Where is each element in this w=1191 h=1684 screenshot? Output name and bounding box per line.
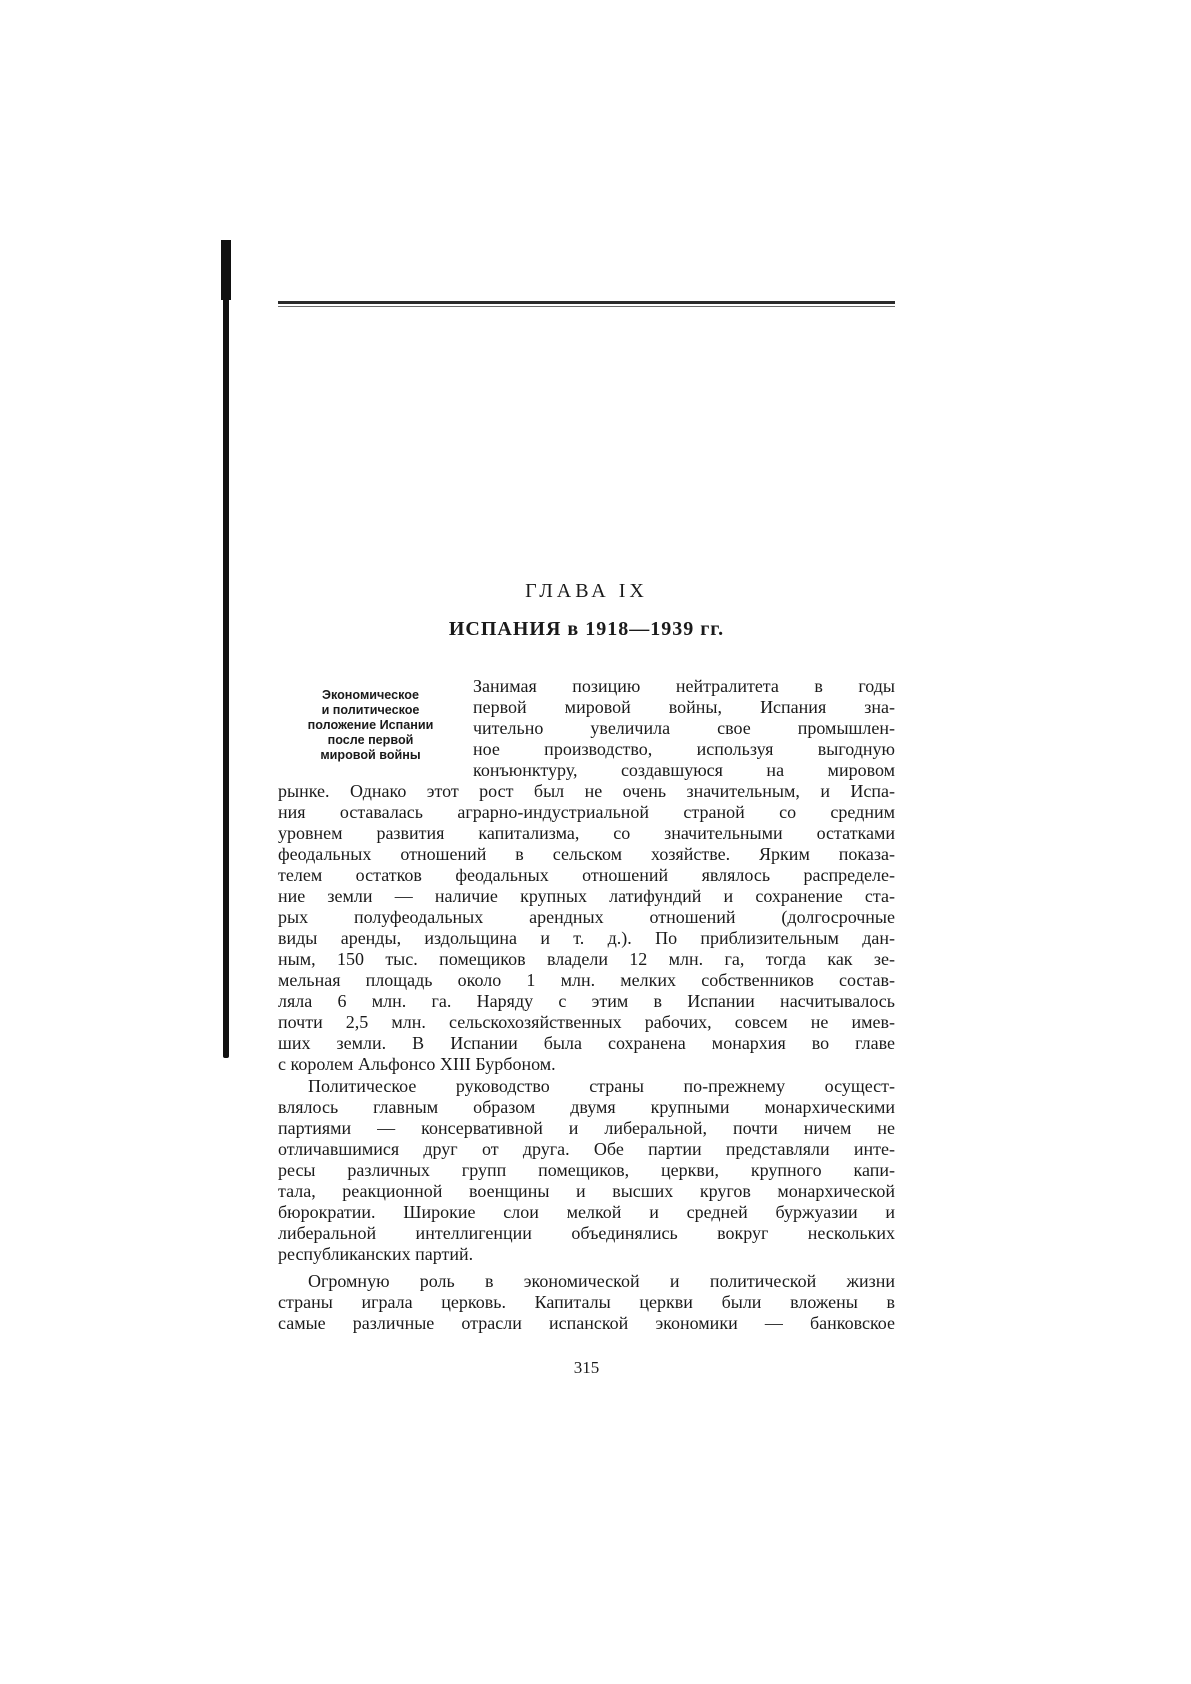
margin-heading-line: мировой войны: [320, 748, 421, 762]
paragraph-1: [278, 781, 895, 1075]
text-line: телем остатков феодальных отношений являлось распределе-: [278, 865, 895, 885]
text-line: ное производство, используя выгодную: [473, 739, 895, 759]
text-line: виды аренды, издольщина и т. д.). По приблизительным дан-: [278, 928, 895, 948]
text-line: самые различные отрасли испанской экономики — банковское: [278, 1313, 895, 1333]
paragraph-3: [278, 1271, 895, 1334]
text-line: мельная площадь около 1 млн. мелких собственников состав-: [278, 970, 895, 990]
header-rule: [278, 301, 895, 304]
text-line: ляла 6 млн. га. Наряду с этим в Испании насчитывалось: [278, 991, 895, 1011]
text-line: рых полуфеодальных арендных отношений (долгосрочные: [278, 907, 895, 927]
text-line: ния оставалась аграрно-индустриальной страной со средним: [278, 802, 895, 822]
text-line: ресы различных групп помещиков, церкви, крупного капи-: [278, 1160, 895, 1180]
text-line: с королем Альфонсо XIII Бурбоном.: [278, 1054, 556, 1074]
text-line: отличавшимися друг от друга. Обе партии представляли инте-: [278, 1139, 895, 1159]
text-line: конъюнктуру, создавшуюся на мировом: [473, 760, 895, 780]
margin-heading: [278, 688, 463, 763]
text-line: феодальных отношений в сельском хозяйстве. Ярким показа-: [278, 844, 895, 864]
text-line: уровнем развития капитализма, со значительными остатками: [278, 823, 895, 843]
header-rule-thin: [278, 306, 895, 307]
text-line: бюрократии. Широкие слои мелкой и средней буржуазии и: [278, 1202, 895, 1222]
margin-heading-line: после первой: [327, 733, 414, 747]
margin-heading-line: положение Испании: [307, 718, 434, 732]
text-line: влялось главным образом двумя крупными монархическими: [278, 1097, 895, 1117]
text-line: республиканских партий.: [278, 1244, 474, 1264]
text-line: Огромную роль в экономической и политической жизни: [308, 1271, 895, 1291]
text-line: первой мировой войны, Испания зна-: [473, 697, 895, 717]
text-line: рынке. Однако этот рост был не очень значительным, и Испа-: [278, 781, 895, 801]
text-line: Занимая позицию нейтралитета в годы: [473, 676, 895, 696]
page-number: 315: [573, 1358, 600, 1377]
text-line: ным, 150 тыс. помещиков владели 12 млн. га, тогда как зе-: [278, 949, 895, 969]
text-line: чительно увеличила свое промышлен-: [473, 718, 895, 738]
text-line: партиями — консервативной и либеральной, почти ничем не: [278, 1118, 895, 1138]
text-line: страны играла церковь. Капиталы церкви были вложены в: [278, 1292, 895, 1312]
chapter-label: ГЛАВА IX: [525, 580, 648, 602]
margin-heading-line: Экономическое: [322, 688, 419, 702]
text-line: почти 2,5 млн. сельскохозяйственных рабочих, совсем не имев-: [278, 1012, 895, 1032]
text-line: ших земли. В Испании была сохранена монархия во главе: [278, 1033, 895, 1053]
text-line: тала, реакционной военщины и высших кругов монархической: [278, 1181, 895, 1201]
margin-heading-line: и политическое: [321, 703, 420, 717]
paragraph-2: [278, 1076, 895, 1265]
lead-paragraph: [473, 676, 895, 781]
text-line: ние земли — наличие крупных латифундий и сохранение ста-: [278, 886, 895, 906]
text-line: Политическое руководство страны по-прежнему осущест-: [308, 1076, 895, 1096]
scan-edge-bar: [223, 240, 229, 1058]
chapter-title: ИСПАНИЯ в 1918—1939 гг.: [448, 618, 725, 640]
text-line: либеральной интеллигенции объединялись вокруг нескольких: [278, 1223, 895, 1243]
